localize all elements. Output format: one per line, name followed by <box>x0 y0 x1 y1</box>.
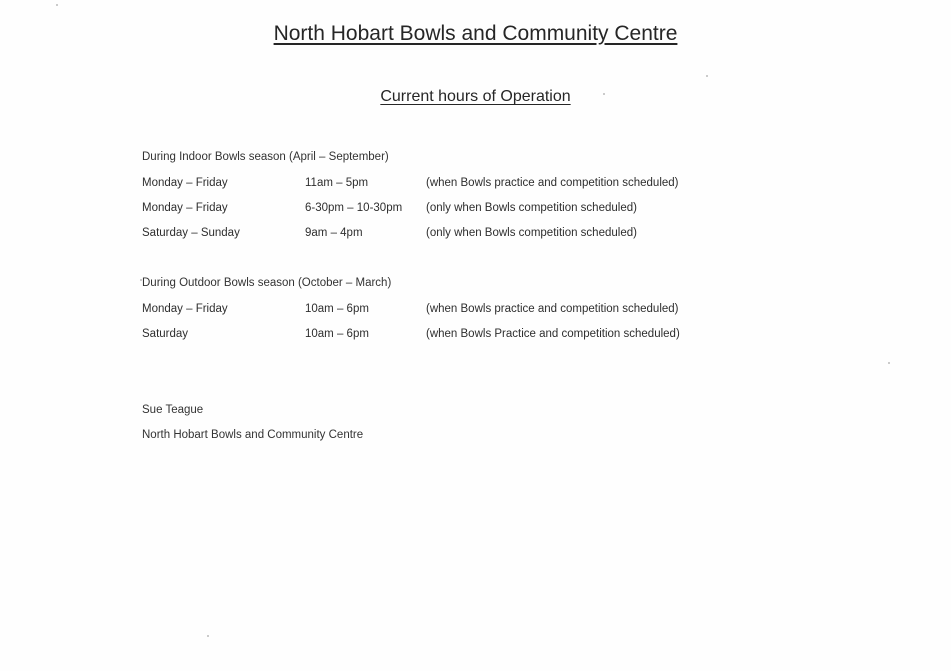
indoor-row-days: Monday – Friday <box>142 177 228 189</box>
outdoor-row-days: Monday – Friday <box>142 303 228 315</box>
scan-speck <box>140 279 142 281</box>
outdoor-row-note: (when Bowls practice and competition scheduled) <box>426 303 679 315</box>
indoor-row-note: (only when Bowls competition scheduled) <box>426 227 637 239</box>
scan-speck <box>888 362 890 364</box>
signature-name: Sue Teague <box>142 404 204 416</box>
outdoor-row <box>0 303 951 319</box>
indoor-row-days: Monday – Friday <box>142 202 228 214</box>
outdoor-season-heading: During Outdoor Bowls season (October – March) <box>142 277 392 289</box>
outdoor-row-note: (when Bowls Practice and competition scheduled) <box>426 328 680 340</box>
scan-speck <box>706 75 708 77</box>
document-subtitle: Current hours of Operation <box>380 88 571 105</box>
signature-organisation: North Hobart Bowls and Community Centre <box>142 429 364 441</box>
indoor-row <box>0 227 951 243</box>
scan-speck <box>603 93 605 95</box>
indoor-season-heading: During Indoor Bowls season (April – September) <box>142 151 389 163</box>
indoor-row-note: (when Bowls practice and competition scheduled) <box>426 177 679 189</box>
outdoor-row-hours: 10am – 6pm <box>305 328 369 340</box>
indoor-row-hours: 11am – 5pm <box>305 177 369 189</box>
outdoor-row-hours: 10am – 6pm <box>305 303 369 315</box>
document-title: North Hobart Bowls and Community Centre <box>273 22 678 45</box>
indoor-row-days: Saturday – Sunday <box>142 227 240 239</box>
indoor-row <box>0 177 951 193</box>
outdoor-row-days: Saturday <box>142 328 189 340</box>
indoor-row-hours: 6-30pm – 10-30pm <box>305 202 403 214</box>
indoor-row-hours: 9am – 4pm <box>305 227 363 239</box>
scan-speck <box>56 4 58 6</box>
scan-speck <box>207 635 209 637</box>
indoor-row-note: (only when Bowls competition scheduled) <box>426 202 637 214</box>
indoor-row <box>0 202 951 218</box>
outdoor-row <box>0 328 951 344</box>
